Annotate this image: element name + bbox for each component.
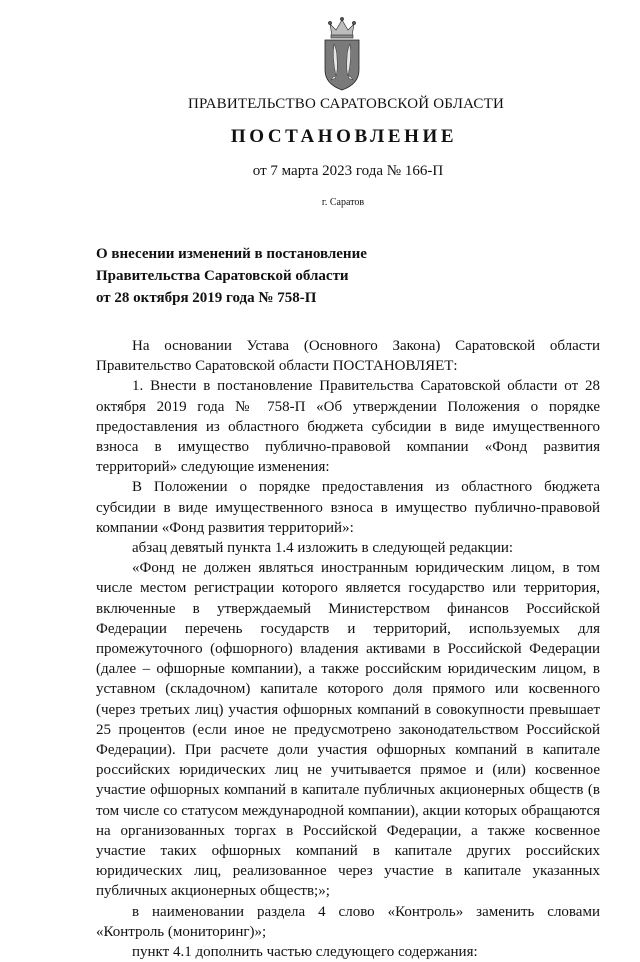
document-body xyxy=(96,336,600,962)
subject-line: Правительства Саратовской области xyxy=(96,268,349,284)
body-paragraph: В Положении о порядке предоставления из областного бюджета субсидии в виде имущественного взноса в имущество публично-правовой компании «Фонд развития территорий»: xyxy=(96,479,600,536)
body-paragraph: «Фонд не должен являться иностранным юридическим лицом, в том числе местом регистрации которого является государство или территория, включенные в утверждаемый Министерством финансов Российской Федерации перечень государств и территорий, используемых для промежуточного (офшорного) владения активами в Российской Федерации (далее – офшорные компании), а также российским юридическим лицом, в уставном (складочном) капитале которого доля прямого или косвенного (через третьих лиц) участия офшорных компаний в совокупности превышает 25 процентов (если иное не предусмотрено законодательством Российской Федерации). При расчете доли участия офшорных компаний в капитале российских юридических лиц не учитывается прямое и (или) косвенное участие офшорных компаний в капитале публичных акционерных обществ (в том числе со статусом международной компании), акции которых обращаются на организованных торгах в Российской Федерации, а также косвенное участие таких офшорных компаний в капитале других российских юридических лиц, реализованное через участие в капитале указанных публичных акционерных обществ;»; xyxy=(96,560,600,900)
organization-title: ПРАВИТЕЛЬСТВО САРАТОВСКОЙ ОБЛАСТИ xyxy=(187,96,505,112)
saratov-coat-of-arms-icon xyxy=(320,14,364,92)
document-type-title: ПОСТАНОВЛЕНИЕ xyxy=(230,126,458,147)
body-paragraph: На основании Устава (Основного Закона) Саратовской области Правительство Саратовской области ПОСТАНОВЛЯЕТ: xyxy=(96,338,600,375)
body-paragraph: абзац девятый пункта 1.4 изложить в следующей редакции: xyxy=(132,540,514,557)
body-paragraph: в наименовании раздела 4 слово «Контроль» заменить словами «Контроль (мониторинг)»; xyxy=(96,903,600,940)
subject-line: от 28 октября 2019 года № 758-П xyxy=(96,290,317,306)
body-paragraph: пункт 4.1 дополнить частью следующего содержания: xyxy=(132,944,478,961)
document-date-number: от 7 марта 2023 года № 166-П xyxy=(252,163,444,179)
document-city: г. Саратов xyxy=(321,197,365,208)
subject-line: О внесении изменений в постановление xyxy=(96,246,367,262)
body-paragraph: 1. Внести в постановление Правительства Саратовской области от 28 октября 2019 года № 758-П «Об утверждении Положения о порядке предоставления из областного бюджета субсидии в виде имущественного взноса в имущество публично-правовой компании «Фонд развития территорий» следующие изменения: xyxy=(96,378,600,476)
document-subject xyxy=(96,243,436,309)
